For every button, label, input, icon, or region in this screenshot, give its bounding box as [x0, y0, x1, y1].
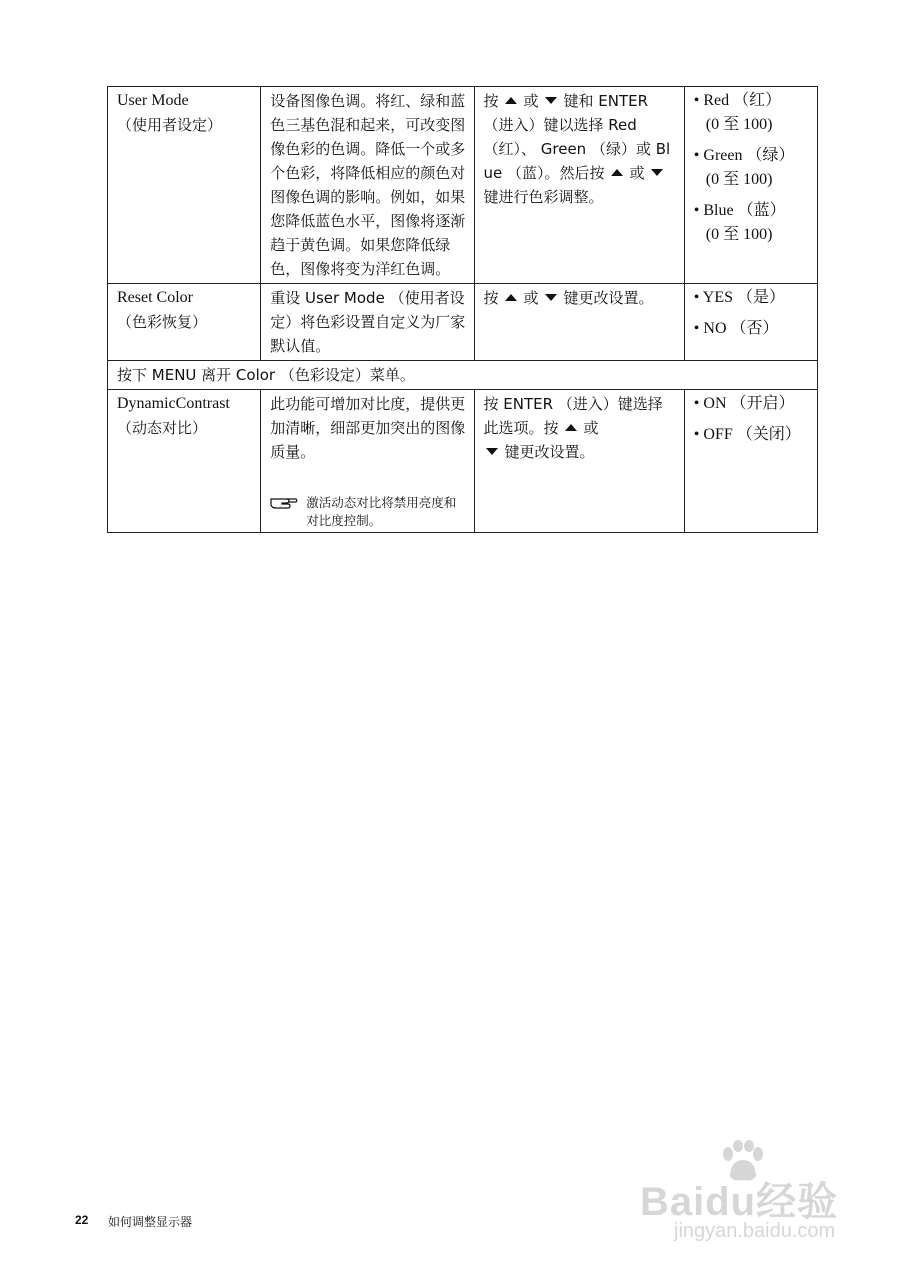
operation-cell: [474, 87, 684, 284]
watermark-logo: Baidu经验: [640, 1180, 839, 1224]
item-name-en: Reset Color: [117, 289, 193, 306]
option-red: [694, 89, 809, 137]
triangle-up-icon: [505, 97, 517, 104]
description-text: 此功能可增加对比度，提供更加清晰，细部更加突出的图像质量。: [270, 395, 466, 461]
exit-instruction-cell: [108, 361, 818, 390]
operation-cell: [474, 390, 684, 533]
operation-text-1: 按: [483, 92, 499, 110]
item-name-cn: （使用者设定）: [117, 116, 223, 134]
operation-text-3: 键和 ENTER （进入）键以选择 Red （红）、 Green （绿）或 Blue （蓝）。然后按: [483, 92, 671, 182]
color-settings-table: [107, 86, 818, 533]
option-label: • Red （红）: [693, 92, 782, 109]
triangle-down-icon: [651, 169, 663, 176]
operation-text-5: 键进行色彩调整。: [483, 188, 604, 206]
option-no: • NO （否）: [693, 320, 779, 337]
option-label: • Green （绿）: [693, 147, 795, 164]
option-green: [694, 144, 809, 192]
table-row-dynamic-contrast: [108, 390, 818, 533]
options-cell: [684, 390, 817, 533]
triangle-down-icon: [486, 448, 498, 455]
operation-cell: [474, 284, 684, 361]
operation-text-4: 或: [629, 164, 645, 182]
operation-text-1: 按 ENTER （进入）键选择此选项。按: [483, 395, 663, 437]
operation-text-2: 或: [583, 419, 599, 437]
item-name-cell: [108, 390, 261, 533]
option-range: (0 至 100): [705, 226, 773, 243]
operation-text-3: 键更改设置。: [563, 289, 654, 307]
item-name-cell: [108, 284, 261, 361]
triangle-down-icon: [545, 97, 557, 104]
operation-text-2: 或: [523, 289, 539, 307]
option-yes: • YES （是）: [693, 289, 786, 306]
description-cell: [261, 284, 474, 361]
item-name-en: DynamicContrast: [117, 395, 230, 412]
triangle-up-icon: [505, 294, 517, 301]
note-text: 激活动态对比将禁用亮度和对比度控制。: [306, 495, 457, 528]
option-blue: [694, 199, 809, 247]
watermark-url: jingyan.baidu.com: [674, 1220, 836, 1242]
note-block: [270, 494, 465, 530]
page-number: 22: [75, 1213, 89, 1227]
exit-instruction-text: 按下 MENU 离开 Color （色彩设定）菜单。: [117, 366, 415, 384]
pointing-hand-icon: [270, 494, 298, 510]
description-cell: [261, 87, 474, 284]
operation-text-3: 键更改设置。: [504, 443, 595, 461]
option-range: (0 至 100): [705, 116, 773, 133]
option-label: • Blue （蓝）: [693, 202, 786, 219]
options-cell: [684, 87, 817, 284]
operation-text-2: 或: [523, 92, 539, 110]
triangle-up-icon: [565, 424, 577, 431]
operation-text-1: 按: [483, 289, 499, 307]
option-off: • OFF （关闭）: [693, 426, 801, 443]
item-name-en: User Mode: [117, 92, 189, 109]
item-name-cell: [108, 87, 261, 284]
table-row-reset-color: [108, 284, 818, 361]
table-row-user-mode: [108, 87, 818, 284]
description-cell: [261, 390, 474, 533]
item-name-cn: （动态对比）: [117, 419, 208, 437]
table-row-exit-instruction: [108, 361, 818, 390]
option-range: (0 至 100): [705, 171, 773, 188]
section-title: 如何调整显示器: [108, 1215, 193, 1229]
description-text: 重设 User Mode （使用者设定）将色彩设置自定义为厂家默认值。: [270, 289, 466, 355]
description-text: 设备图像色调。将红、绿和蓝色三基色混和起来，可改变图像色彩的色调。降低一个或多个色彩，将降低相应的颜色对图像色调的影响。例如，如果您降低蓝色水平，图像将逐渐趋于黄色调。如果您降低绿色，图像将变为洋红色调。: [270, 92, 466, 278]
triangle-up-icon: [611, 169, 623, 176]
item-name-cn: （色彩恢复）: [117, 313, 208, 331]
options-cell: [684, 284, 817, 361]
triangle-down-icon: [545, 294, 557, 301]
watermark: [640, 1140, 880, 1250]
option-on: • ON （开启）: [693, 395, 795, 412]
